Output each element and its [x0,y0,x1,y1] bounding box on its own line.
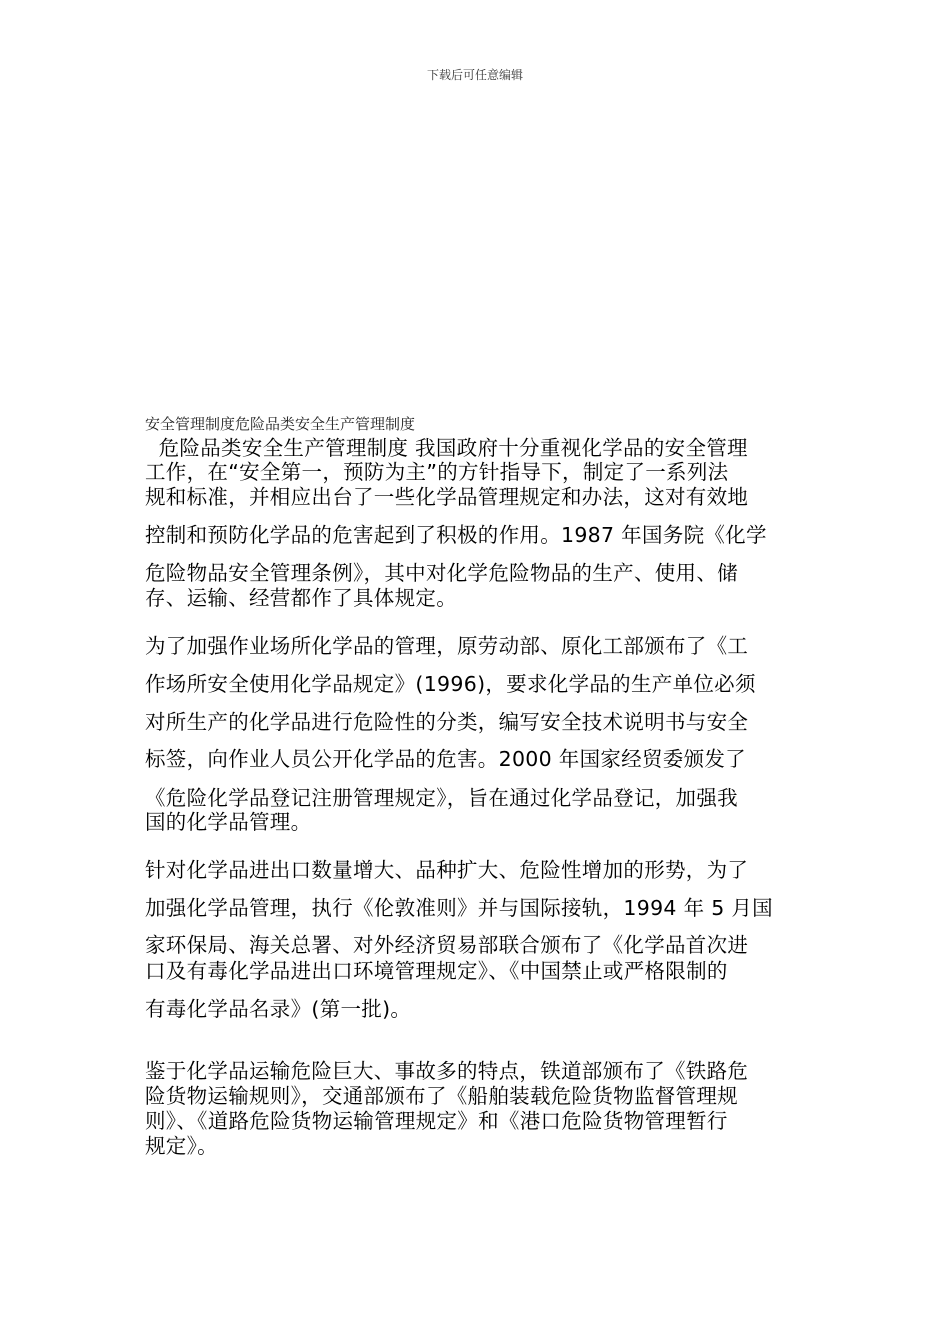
body-line: 国的化学品管理。 [145,810,312,834]
body-line: 鉴于化学品运输危险巨大、事故多的特点，铁道部颁布了《铁路危 [145,1059,749,1083]
header-note: 下载后可任意编辑 [426,68,523,82]
document-title: 安全管理制度危险品类安全生产管理制度 [145,415,416,433]
body-line: 《危险化学品登记注册管理规定》，旨在通过化学品登记，加强我 [145,786,738,810]
body-line: 作场所安全使用化学品规定》(1996)，要求化学品的生产单位必须 [145,672,756,696]
body-line: 针对化学品进出口数量增大、品种扩大、危险性增加的形势，为了 [145,858,749,882]
body-line: 危险品类安全生产管理制度 我国政府十分重视化学品的安全管理 [145,436,748,460]
body-line: 有毒化学品名录》(第一批)。 [145,997,412,1021]
body-line: 口及有毒化学品进出口环境管理规定》、《中国禁止或严格限制的 [145,959,728,983]
body-line: 危险物品安全管理条例》，其中对化学危险物品的生产、使用、储 [145,561,738,585]
body-line: 工作，在“安全第一，预防为主”的方针指导下，制定了一系列法 [145,460,729,484]
body-line: 规定》。 [145,1134,218,1158]
body-line: 家环保局、海关总署、对外经济贸易部联合颁布了《化学品首次进 [145,933,749,957]
body-line: 对所生产的化学品进行危险性的分类，编写安全技术说明书与安全 [145,710,749,734]
body-line: 标签，向作业人员公开化学品的危害。2000 年国家经贸委颁发了 [145,747,746,771]
body-line: 险货物运输规则》，交通部颁布了《船舶装载危险货物监督管理规 [145,1084,738,1108]
body-line: 控制和预防化学品的危害起到了积极的作用。1987 年国务院《化学 [145,523,767,547]
body-line: 规和标准，并相应出台了一些化学品管理规定和办法，这对有效地 [145,485,749,509]
body-line: 为了加强作业场所化学品的管理，原劳动部、原化工部颁布了《工 [145,634,749,658]
body-line: 则》、《道路危险货物运输管理规定》和《港口危险货物管理暂行 [145,1109,728,1133]
body-line: 加强化学品管理，执行《伦敦准则》并与国际接轨，1994 年 5 月国 [145,896,773,920]
body-line: 存、运输、经营都作了具体规定。 [145,586,457,610]
